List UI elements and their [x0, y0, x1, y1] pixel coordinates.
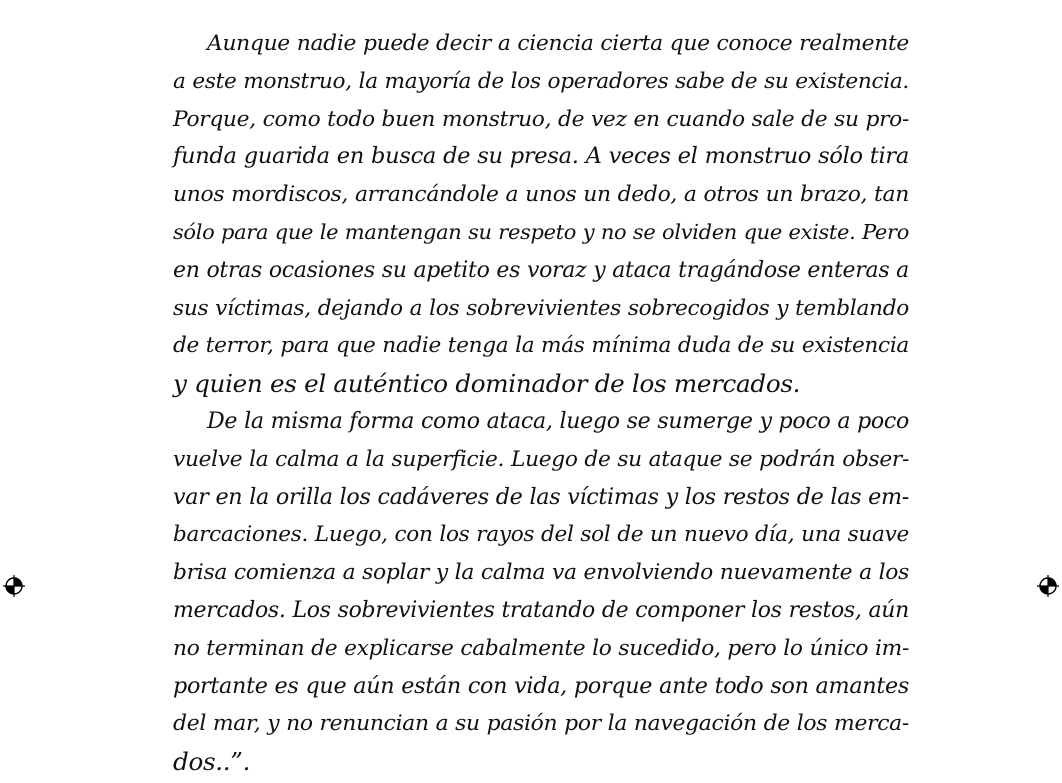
- paragraph-line: del mar, y no renuncian a su pasión por la navegación de los merca-: [173, 711, 909, 737]
- paragraph-line: portante es que aún están con vida, porque ante todo son amantes: [173, 672, 909, 699]
- paragraph-line: no terminan de explicarse cabalmente lo sucedido, pero lo único im-: [173, 635, 909, 661]
- paragraph-line: Aunque nadie puede decir a ciencia cierta que conoce realmente: [207, 31, 909, 56]
- paragraph-line: Porque, como todo buen monstruo, de vez en cuando sale de su pro-: [173, 106, 909, 132]
- paragraph-line: sólo para que le mantengan su respeto y no se olviden que existe. Pero: [173, 219, 909, 244]
- paragraph-line: var en la orilla los cadáveres de las víctimas y los restos de las em-: [173, 483, 909, 510]
- paragraph-line: y quien es el auténtico dominador de los mercados.: [173, 369, 801, 399]
- paragraph-line: a este monstruo, la mayoría de los operadores sabe de su existencia.: [173, 68, 909, 94]
- paragraph-line: dos..”.: [173, 747, 251, 777]
- paragraph-line: en otras ocasiones su apetito es voraz y ataca tragándose enteras a: [173, 257, 909, 283]
- paragraph-line: De la misma forma como ataca, luego se sumerge y poco a poco: [207, 407, 909, 434]
- paragraph-line: de terror, para que nadie tenga la más mínima duda de su existencia: [173, 333, 909, 359]
- paragraph-line: vuelve la calma a la superficie. Luego de su ataque se podrán obser-: [173, 446, 909, 472]
- paragraph-line: brisa comienza a soplar y la calma va envolviendo nuevamente a los: [173, 560, 909, 586]
- paragraph-line: barcaciones. Luego, con los rayos del sol de un nuevo día, una suave: [173, 522, 909, 548]
- registration-mark-icon: [3, 575, 25, 597]
- paragraph-line: mercados. Los sobrevivientes tratando de componer los restos, aún: [173, 597, 909, 623]
- paragraph-line: funda guarida en busca de su presa. A veces el monstruo sólo tira: [173, 143, 909, 170]
- registration-mark-icon: [1037, 575, 1059, 597]
- paragraph-line: unos mordiscos, arrancándole a unos un dedo, a otros un brazo, tan: [173, 182, 909, 208]
- body-text: [173, 25, 909, 781]
- paragraph-line: sus víctimas, dejando a los sobrevivientes sobrecogidos y temblando: [173, 295, 909, 321]
